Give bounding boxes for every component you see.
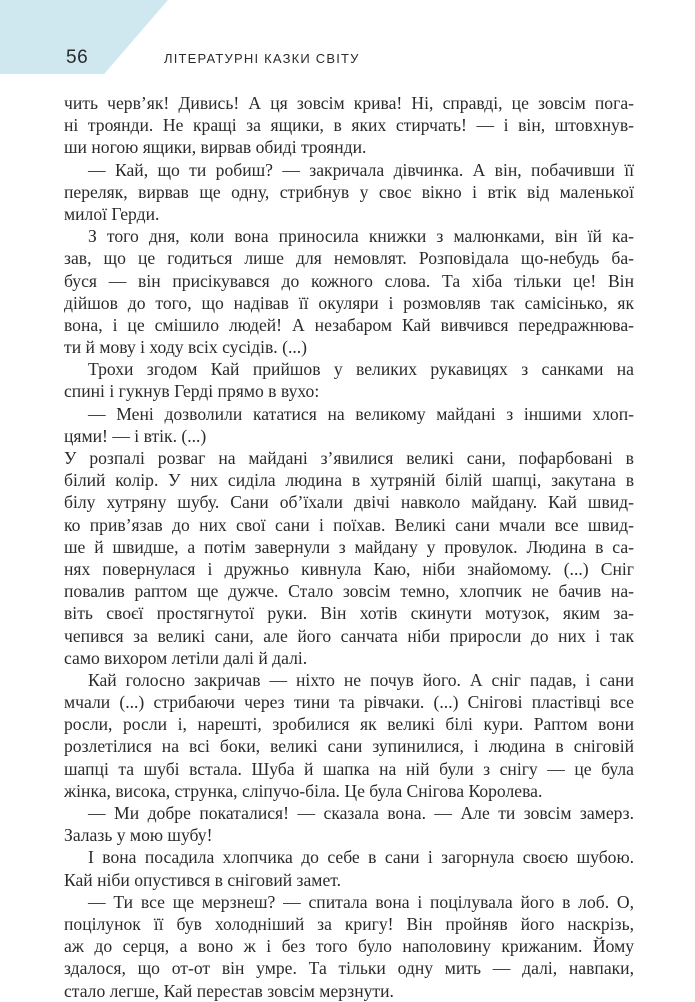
paragraph — [64, 669, 634, 802]
text-line: білий колір. У них сиділа людина в хутряній білій шапці, закутана в — [64, 470, 634, 491]
paragraph — [64, 403, 634, 447]
paragraph — [64, 92, 634, 159]
text-line: — Ми добре покаталися! — сказала вона. — Але ти зовсім замерз. — [88, 803, 634, 823]
text-line: нях повернулася і дружньо кивнула Каю, ніби знайомому. (...) Сніг — [64, 558, 634, 579]
text-line: — Ти все ще мерзнеш? — спитала вона і поцілувала його в лоб. О, — [88, 891, 634, 912]
text-line: дійшов до того, що надівав її окуляри і розмовляв так самісінько, як — [64, 292, 634, 313]
text-line: шапці та шубі встала. Шуба й шапка на ній були з снігу — це була — [64, 758, 634, 779]
text-line: ти й мову і ходу всіх сусідів. (...) — [64, 337, 308, 358]
text-line: зав, що це годиться лише для немовлят. Розповідала що-небудь ба- — [64, 248, 634, 269]
page-number: 56 — [66, 47, 89, 68]
text-line: Кай голосно закричав — ніхто не почув його. А сніг падав, і сани — [88, 669, 634, 690]
text-line: ко прив’язав до них свої сани і поїхав. Великі сани мчали все швид- — [64, 514, 634, 535]
text-line: милої Герди. — [64, 203, 160, 224]
text-line: здалося, що от-от він умре. Та тільки одну мить — далі, навпаки, — [64, 958, 634, 979]
text-line: З того дня, коли вона приносила книжки з малюнками, він їй ка- — [88, 226, 634, 247]
text-line: аж до серця, а воно ж і без того було наполовину крижаним. Йому — [64, 936, 634, 957]
text-line: Залазь у мою шубу! — [64, 825, 213, 846]
paragraph — [64, 846, 634, 890]
text-line: буся — він присікувався до кожного слова. Та хіба тільки це! Він — [64, 270, 634, 291]
paragraph — [64, 358, 634, 402]
text-line: переляк, вирвав ще одну, стрибнув у своє вікно і втік від маленької — [64, 181, 634, 202]
paragraph — [64, 225, 634, 358]
body-text — [64, 92, 634, 1002]
text-line: Кай ніби опустився в сніговий замет. — [64, 869, 342, 890]
text-line: стало легше, Кай перестав зовсім мерзнути. — [64, 980, 394, 1001]
text-line: ні троянди. Не кращі за ящики, в яких стирчать! — і він, штовхнув- — [64, 115, 634, 136]
text-line: мчали (...) стрибаючи через тини та рівчаки. (...) Снігові пластівці все — [64, 692, 634, 713]
paragraph — [64, 447, 634, 669]
paragraph — [64, 159, 634, 226]
text-line: — Кай, що ти робиш? — закричала дівчинка. А він, побачивши її — [88, 159, 634, 180]
text-line: поцілунок її був холодніший за кригу! Він пройняв його наскрізь, — [64, 913, 634, 934]
text-line: само вихором летіли далі й далі. — [64, 647, 308, 668]
text-line: жінка, висока, струнка, сліпучо-біла. Це була Снігова Королева. — [64, 780, 543, 801]
paragraph — [64, 802, 634, 846]
text-line: чить черв’як! Дивись! А ця зовсім крива! Ні, справді, це зовсім пога- — [64, 93, 634, 113]
text-line: віть своєї простягнутої руки. Він хотів скинути мотузок, яким за- — [64, 603, 634, 624]
text-line: вона, і це смішило людей! А незабаром Кай вивчився передражнюва- — [64, 314, 634, 335]
text-line: І вона посадила хлопчика до себе в сани і загорнула своєю шубою. — [88, 847, 634, 868]
paragraph — [64, 891, 634, 1002]
text-line: цями! — і втік. (...) — [64, 425, 207, 446]
running-header: ЛІТЕРАТУРНІ КАЗКИ СВІТУ — [164, 51, 360, 66]
text-line: У розпалі розваг на майдані з’явилися великі сани, пофарбовані в — [64, 448, 634, 468]
text-line: спині і гукнув Герді прямо в вухо: — [64, 381, 320, 402]
text-line: розлетілися на всі боки, великі сани зупинилися, і людина в сніговій — [64, 736, 634, 757]
text-line: чепився за великі сани, але його санчата ніби приросли до них і так — [64, 625, 634, 646]
text-line: Трохи згодом Кай прийшов у великих рукавицях з санками на — [88, 359, 634, 380]
text-line: білу хутряну шубу. Сани об’їхали двічі навколо майдану. Кай швид- — [64, 492, 634, 513]
text-line: — Мені дозволили кататися на великому майдані з іншими хлоп- — [88, 403, 634, 424]
text-line: ше й швидше, а потім завернули з майдану у провулок. Людина в са- — [64, 536, 634, 557]
text-line: росли, росли і, нарешті, зробилися як великі білі кури. Раптом вони — [64, 714, 634, 735]
text-line: ши ногою ящики, вирвав обиді троянди. — [64, 137, 367, 158]
text-line: повалив раптом ще дужче. Стало зовсім темно, хлопчик не бачив на- — [64, 581, 634, 602]
